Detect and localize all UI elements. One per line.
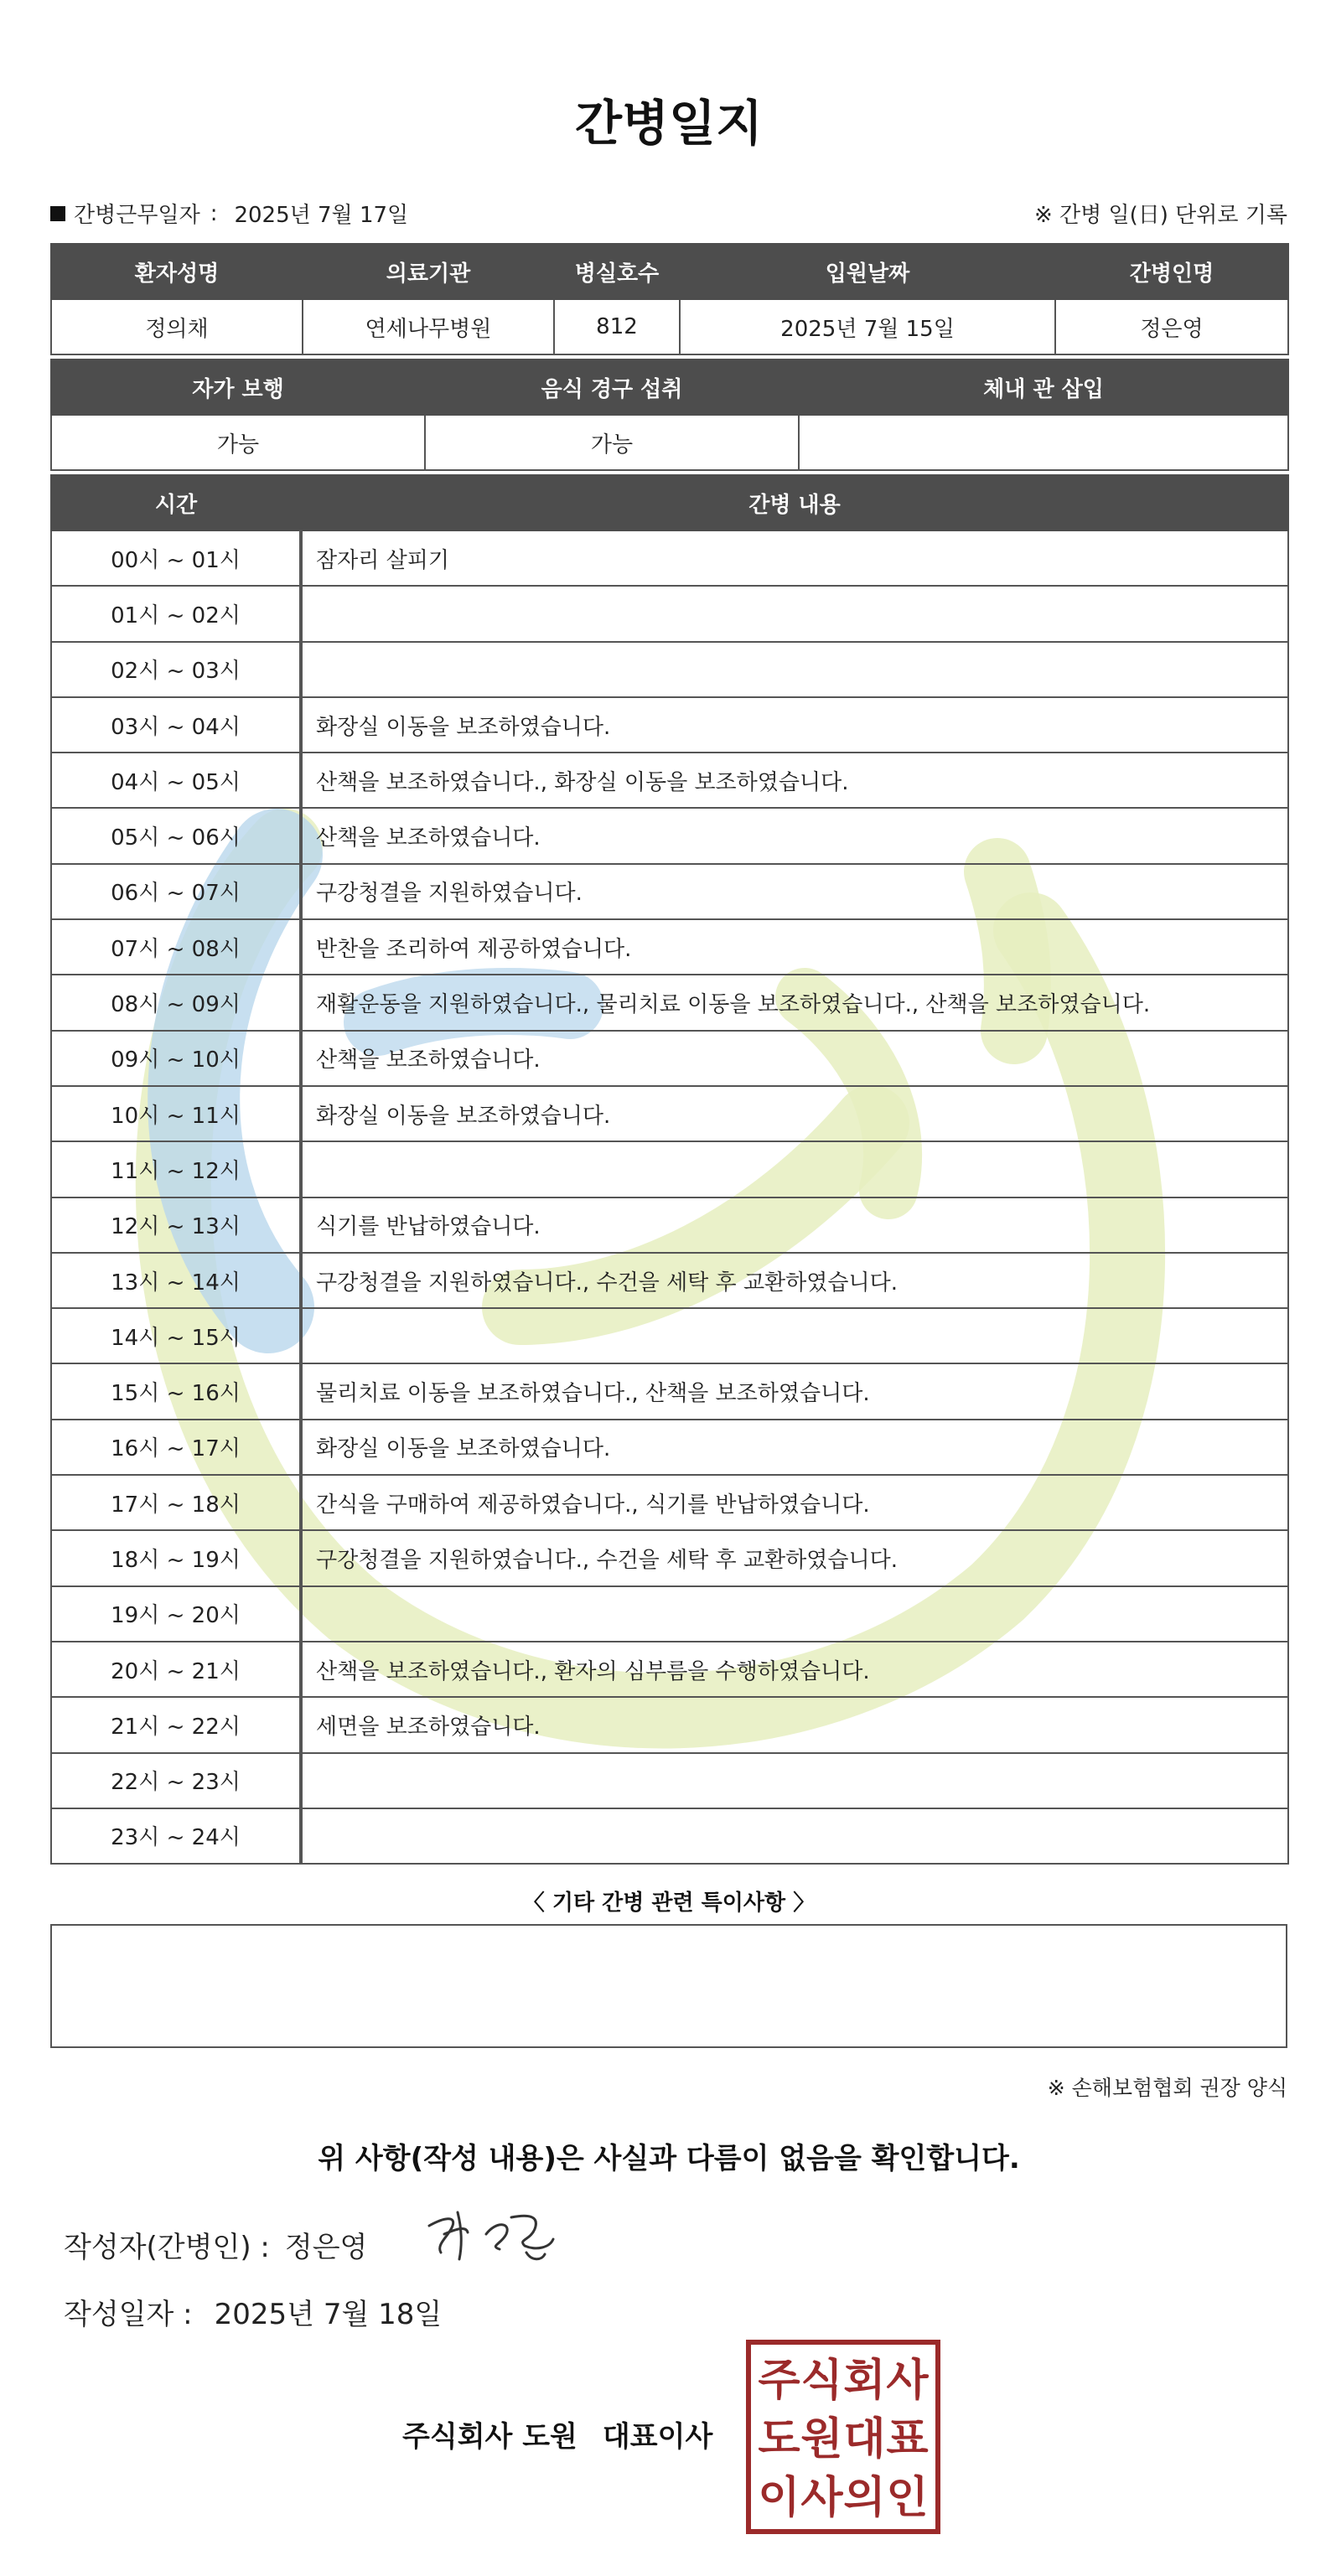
- handwritten-signature: [419, 2201, 570, 2268]
- care-content: 산책을 보조하였습니다., 환자의 심부름을 수행하였습니다.: [301, 1642, 1288, 1697]
- care-content: 화장실 이동을 보조하였습니다.: [301, 1420, 1288, 1475]
- care-content: 잠자리 살피기: [301, 530, 1288, 586]
- table-row: [51, 1753, 1288, 1808]
- company-seal: 주 식 회 사 도 원 대 표 이 사 의 인: [746, 2340, 940, 2534]
- header-patient-name: 환자성명: [51, 244, 303, 299]
- care-content: 반찬을 조리하여 제공하였습니다.: [301, 919, 1288, 975]
- time-slot: 09시 ~ 10시: [51, 1031, 301, 1086]
- time-slot: 03시 ~ 04시: [51, 697, 301, 753]
- table-row: [51, 1420, 1288, 1475]
- care-content: 산책을 보조하였습니다.: [301, 808, 1288, 863]
- notes-box: [50, 1924, 1287, 2048]
- document-title: 간병일지: [574, 95, 764, 152]
- time-slot: 07시 ~ 08시: [51, 919, 301, 975]
- notes-title: 〈 기타 간병 관련 특이사항 〉: [522, 1891, 816, 1916]
- header-oral-intake: 음식 경구 섭취: [425, 360, 799, 415]
- care-content: [301, 1586, 1288, 1642]
- time-slot: 14시 ~ 15시: [51, 1308, 301, 1363]
- care-content: 세면을 보조하였습니다.: [301, 1697, 1288, 1752]
- written-date-label: 작성일자 :: [64, 2298, 193, 2331]
- table-row: [51, 642, 1288, 697]
- time-slot: 08시 ~ 09시: [51, 975, 301, 1030]
- writer-name: 정은영: [284, 2231, 368, 2264]
- work-date-separator: :: [210, 200, 218, 226]
- time-slot: 02시 ~ 03시: [51, 642, 301, 697]
- time-slot: 04시 ~ 05시: [51, 753, 301, 808]
- writer-line: [64, 2224, 367, 2265]
- company-name: 주식회사 도원: [402, 2420, 577, 2454]
- table-row: [51, 1808, 1288, 1864]
- care-content: 산책을 보조하였습니다., 화장실 이동을 보조하였습니다.: [301, 753, 1288, 808]
- square-bullet-icon: [50, 206, 65, 221]
- time-slot: 17시 ~ 18시: [51, 1475, 301, 1530]
- care-content: 물리치료 이동을 보조하였습니다., 산책을 보조하였습니다.: [301, 1363, 1288, 1419]
- table-row: [51, 1141, 1288, 1197]
- company-line: [402, 2413, 712, 2454]
- header-caregiver-name: 간병인명: [1055, 244, 1288, 299]
- admission-date: 2025년 7월 15일: [680, 299, 1055, 354]
- time-slot: 05시 ~ 06시: [51, 808, 301, 863]
- table-row: [51, 919, 1288, 975]
- care-content: 구강청결을 지원하였습니다., 수건을 세탁 후 교환하였습니다.: [301, 1530, 1288, 1585]
- time-slot: 01시 ~ 02시: [51, 586, 301, 641]
- time-slot: 00시 ~ 01시: [51, 530, 301, 586]
- oral-intake-value: 가능: [425, 415, 799, 470]
- table-row: [51, 1363, 1288, 1419]
- patient-info-table: [50, 243, 1289, 355]
- header-admission-date: 입원날짜: [680, 244, 1055, 299]
- table-row: [51, 808, 1288, 863]
- care-content: 화장실 이동을 보조하였습니다.: [301, 1086, 1288, 1141]
- care-content: 화장실 이동을 보조하였습니다.: [301, 697, 1288, 753]
- work-date-label: 간병근무일자: [74, 203, 200, 228]
- form-note: ※ 손해보험협회 권장 양식: [1047, 2076, 1287, 2100]
- self-walking-value: 가능: [51, 415, 425, 470]
- table-row: [51, 753, 1288, 808]
- caregiver-name: 정은영: [1055, 299, 1288, 354]
- care-content: [301, 1308, 1288, 1363]
- care-content: [301, 642, 1288, 697]
- time-slot: 12시 ~ 13시: [51, 1197, 301, 1253]
- care-content: [301, 1808, 1288, 1864]
- table-row: [51, 1308, 1288, 1363]
- time-slot: 15시 ~ 16시: [51, 1363, 301, 1419]
- time-slot: 16시 ~ 17시: [51, 1420, 301, 1475]
- company-role: 대표이사: [602, 2420, 713, 2454]
- table-row: [51, 530, 1288, 586]
- time-slot: 22시 ~ 23시: [51, 1753, 301, 1808]
- care-content: 재활운동을 지원하였습니다., 물리치료 이동을 보조하였습니다., 산책을 보조하였습니다.: [301, 975, 1288, 1030]
- writer-label: 작성자(간병인) :: [64, 2231, 270, 2264]
- patient-name: 정의채: [51, 299, 303, 354]
- care-content: 간식을 구매하여 제공하였습니다., 식기를 반납하였습니다.: [301, 1475, 1288, 1530]
- header-care-content: 간병 내용: [301, 475, 1288, 530]
- work-date-value: 2025년 7월 17일: [234, 203, 409, 228]
- care-content: [301, 1141, 1288, 1197]
- room-number: 812: [554, 299, 680, 354]
- time-slot: 18시 ~ 19시: [51, 1530, 301, 1585]
- confirmation-statement: 위 사항(작성 내용)은 사실과 다름이 없음을 확인합니다.: [318, 2142, 1020, 2175]
- header-hospital: 의료기관: [303, 244, 554, 299]
- table-row: [51, 1197, 1288, 1253]
- table-row: [51, 1530, 1288, 1585]
- time-slot: 20시 ~ 21시: [51, 1642, 301, 1697]
- table-row: [51, 1253, 1288, 1308]
- care-content: 산책을 보조하였습니다.: [301, 1031, 1288, 1086]
- time-slot: 23시 ~ 24시: [51, 1808, 301, 1864]
- table-row: [51, 1642, 1288, 1697]
- table-row: [51, 586, 1288, 641]
- written-date-line: [64, 2291, 442, 2332]
- table-row: [51, 1031, 1288, 1086]
- work-date: [50, 198, 408, 229]
- unit-note: ※ 간병 일(日) 단위로 기록: [1033, 203, 1287, 228]
- time-slot: 06시 ~ 07시: [51, 864, 301, 919]
- hospital: 연세나무병원: [303, 299, 554, 354]
- care-content: 구강청결을 지원하였습니다.: [301, 864, 1288, 919]
- header-self-walking: 자가 보행: [51, 360, 425, 415]
- table-row: [51, 975, 1288, 1030]
- table-row: [51, 1697, 1288, 1752]
- header-time: 시간: [51, 475, 301, 530]
- tube-insertion-value: [799, 415, 1288, 470]
- time-slot: 21시 ~ 22시: [51, 1697, 301, 1752]
- care-content: [301, 1753, 1288, 1808]
- table-row: [51, 1475, 1288, 1530]
- patient-ability-table: [50, 359, 1289, 471]
- time-slot: 11시 ~ 12시: [51, 1141, 301, 1197]
- header-tube-insertion: 체내 관 삽입: [799, 360, 1288, 415]
- care-content: 구강청결을 지원하였습니다., 수건을 세탁 후 교환하였습니다.: [301, 1253, 1288, 1308]
- table-row: [51, 1086, 1288, 1141]
- time-slot: 10시 ~ 11시: [51, 1086, 301, 1141]
- care-content: [301, 586, 1288, 641]
- table-row: [51, 864, 1288, 919]
- table-row: [51, 697, 1288, 753]
- written-date-value: 2025년 7월 18일: [214, 2298, 443, 2331]
- table-row: [51, 1586, 1288, 1642]
- care-log-table: [50, 474, 1289, 1865]
- care-content: 식기를 반납하였습니다.: [301, 1197, 1288, 1253]
- time-slot: 13시 ~ 14시: [51, 1253, 301, 1308]
- header-room: 병실호수: [554, 244, 680, 299]
- time-slot: 19시 ~ 20시: [51, 1586, 301, 1642]
